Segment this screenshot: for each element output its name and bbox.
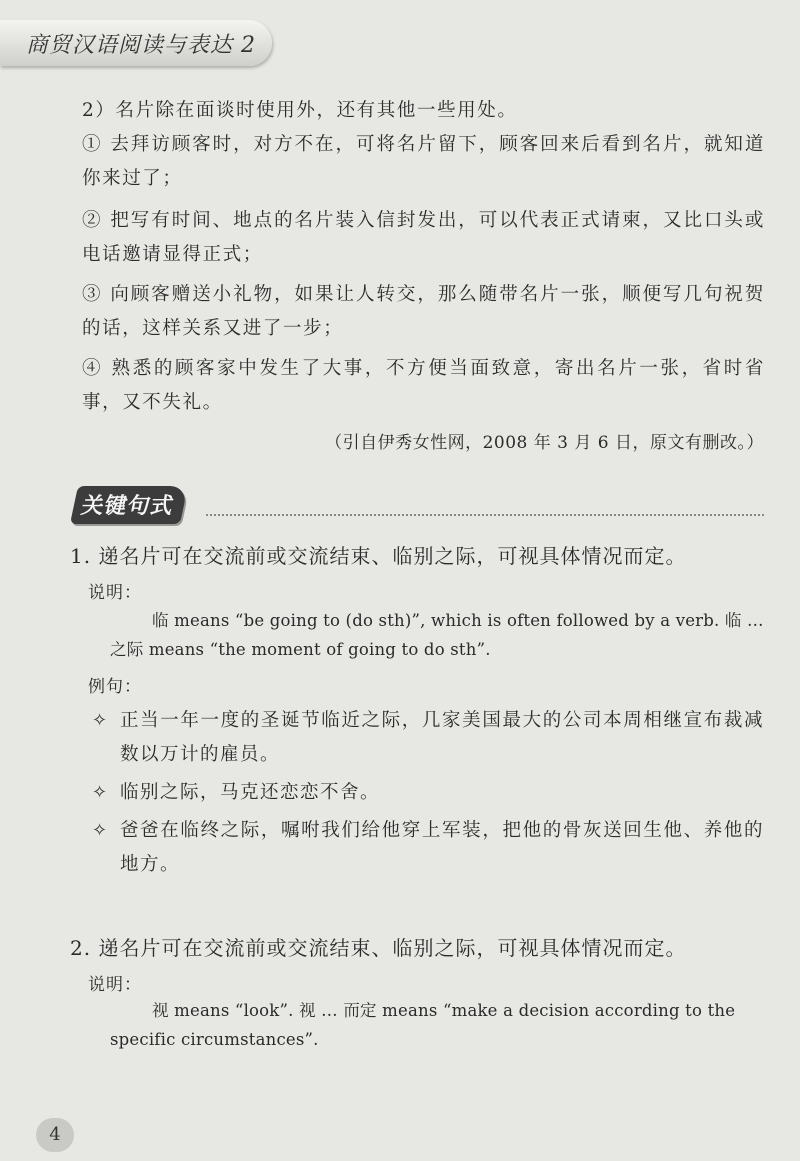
citation: （引自伊秀女性网，2008 年 3 月 6 日，原文有删改。） — [325, 433, 764, 453]
note-label-1: 说明： — [88, 583, 142, 603]
book-title: 商贸汉语阅读与表达 2 — [26, 33, 256, 58]
paragraph-intro: 2）名片除在面谈时使用外，还有其他一些用处。 — [82, 100, 518, 121]
section-heading — [74, 486, 184, 524]
diamond-bullet-icon: ✧ — [92, 710, 109, 731]
paragraph-point-3: ③ 向顾客赠送小礼物，如果让人转交，那么随带名片一张，顺便写几句祝贺的话，这样关系又进了一步； — [82, 284, 765, 339]
note-text-1-content: 临 means “be going to (do sth)”, which is often followed by a verb. 临 … 之际 means “the moment of going to do sth”. — [110, 611, 764, 659]
note-text-2-content: 视 means “look”. 视 … 而定 means “make a decision according to the specific circumstances”. — [110, 1001, 736, 1049]
example-text: 临别之际，马克还恋恋不舍。 — [120, 782, 381, 803]
paragraph-point-2: ② 把写有时间、地点的名片装入信封发出，可以代表正式请柬，又比口头或电话邀请显得正式； — [82, 210, 765, 265]
section-title: 关键句式 — [70, 486, 188, 524]
diamond-bullet-icon: ✧ — [92, 782, 109, 803]
example-text: 正当一年一度的圣诞节临近之际，几家美国最大的公司本周相继宣布裁减数以万计的雇员。 — [120, 710, 764, 765]
section-divider — [206, 514, 764, 516]
key-sentence-1: 1. 递名片可在交流前或交流结束、临别之际，可视具体情况而定。 — [70, 544, 687, 568]
paragraph-point-4: ④ 熟悉的顾客家中发生了大事，不方便当面致意，寄出名片一张，省时省事，又不失礼。 — [82, 358, 765, 413]
note-text-2 — [110, 996, 764, 1054]
note-label-2: 说明： — [88, 975, 142, 995]
example-text: 爸爸在临终之际，嘱咐我们给他穿上军装，把他的骨灰送回生他、养他的地方。 — [120, 820, 764, 875]
diamond-bullet-icon: ✧ — [92, 820, 109, 841]
note-text-1 — [110, 606, 764, 664]
page-number: 4 — [36, 1118, 74, 1152]
examples-label-1: 例句： — [88, 677, 142, 697]
paragraph-point-1: ① 去拜访顾客时，对方不在，可将名片留下，顾客回来后看到名片，就知道你来过了； — [82, 134, 765, 189]
key-sentence-2: 2. 递名片可在交流前或交流结束、临别之际，可视具体情况而定。 — [70, 936, 687, 960]
